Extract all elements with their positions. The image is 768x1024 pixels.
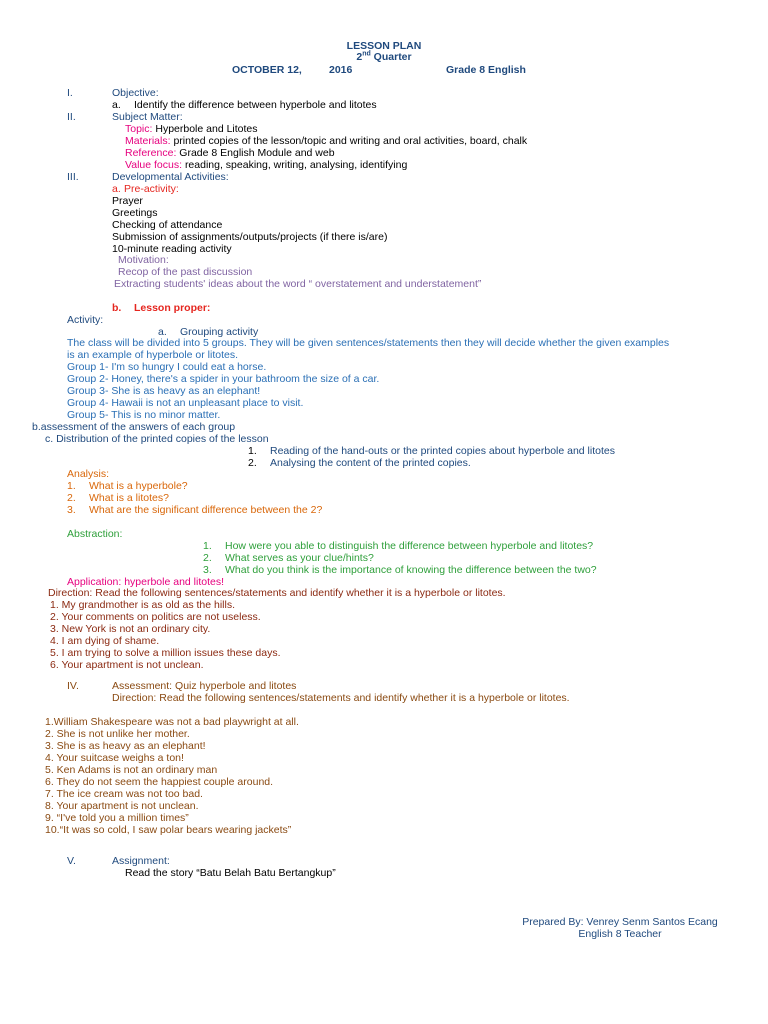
quiz-item: 6. They do not seem the happiest couple around. <box>45 776 274 788</box>
abstraction-num: 3. <box>203 564 212 576</box>
grade-label: Grade 8 English <box>446 64 526 76</box>
application-item: 5. I am trying to solve a million issues these days. <box>50 647 281 659</box>
lesson-proper-num: b. <box>112 302 122 314</box>
lesson-proper-label: Lesson proper: <box>134 302 211 314</box>
value-focus-line: Value focus: reading, speaking, writing, analysing, identifying <box>125 159 408 171</box>
analysis-num: 3. <box>67 504 76 516</box>
quiz-item: 2. She is not unlike her mother. <box>45 728 190 740</box>
application-item: 4. I am dying of shame. <box>50 635 160 647</box>
objective-a-num: a. <box>112 99 121 111</box>
analysis-num: 1. <box>67 480 76 492</box>
assessment-of-answers: b.assessment of the answers of each group <box>32 421 236 433</box>
abstraction-item: What serves as your clue/hints? <box>225 552 374 564</box>
quiz-item: 1.William Shakespeare was not a bad playwright at all. <box>45 716 299 728</box>
assessment-label: Assessment: Quiz hyperbole and litotes <box>112 680 297 692</box>
date-year: 2016 <box>329 64 353 76</box>
pre-item: 10-minute reading activity <box>112 243 232 255</box>
assignment-num: V. <box>67 855 76 867</box>
analysis-item: What is a litotes? <box>89 492 169 504</box>
reference-line: Reference: Grade 8 English Module and web <box>125 147 335 159</box>
quiz-item: 7. The ice cream was not too bad. <box>45 788 203 800</box>
document-title: LESSON PLAN <box>346 40 422 52</box>
motivation-item: Recop of the past discussion <box>118 266 253 278</box>
pre-item: Greetings <box>112 207 158 219</box>
abstraction-item: How were you able to distinguish the difference between hyperbole and litotes? <box>225 540 594 552</box>
distribution-num: 1. <box>248 445 257 457</box>
grouping-num: a. <box>158 326 167 338</box>
objective-num: I. <box>67 87 73 99</box>
application-label: Application: hyperbole and litotes! <box>67 576 225 588</box>
group-example: Group 3- She is as heavy as an elephant! <box>67 385 261 397</box>
pre-item: Prayer <box>112 195 143 207</box>
activity-label: Activity: <box>67 314 104 326</box>
activity-description: is an example of hyperbole or litotes. <box>67 349 239 361</box>
abstraction-num: 1. <box>203 540 212 552</box>
application-direction: Direction: Read the following sentences/statements and identify whether it is a hyperbole or litotes. <box>48 587 506 599</box>
grouping-label: Grouping activity <box>180 326 259 338</box>
subject-num: II. <box>67 111 76 123</box>
abstraction-item: What do you think is the importance of knowing the difference between the two? <box>225 564 597 576</box>
assignment-text: Read the story “Batu Belah Batu Bertangkup” <box>125 867 336 879</box>
developmental-label: Developmental Activities: <box>112 171 229 183</box>
analysis-label: Analysis: <box>67 468 110 480</box>
quiz-item: 5. Ken Adams is not an ordinary man <box>45 764 218 776</box>
teacher-role: English 8 Teacher <box>578 928 662 940</box>
quiz-item: 8. Your apartment is not unclean. <box>45 800 199 812</box>
distribution-num: 2. <box>248 457 257 469</box>
pre-activity-num: a. <box>112 183 121 195</box>
quarter-label: 2nd Quarter <box>356 50 412 63</box>
activity-description: The class will be divided into 5 groups. They will be given sentences/statements then they will decide whether the given examples <box>67 337 670 349</box>
developmental-num: III. <box>67 171 79 183</box>
quiz-item: 9. “I've told you a million times” <box>45 812 189 824</box>
objective-label: Objective: <box>112 87 159 99</box>
date-month: OCTOBER 12, <box>232 64 302 76</box>
distribution-item: Reading of the hand-outs or the printed copies about hyperbole and litotes <box>270 445 615 457</box>
application-item: 2. Your comments on politics are not useless. <box>50 611 261 623</box>
application-item: 3. New York is not an ordinary city. <box>50 623 211 635</box>
group-example: Group 2- Honey, there's a spider in your bathroom the size of a car. <box>67 373 380 385</box>
abstraction-label: Abstraction: <box>67 528 123 540</box>
distribution-label: c. Distribution of the printed copies of the lesson <box>45 433 269 445</box>
prepared-by: Prepared By: Venrey Senm Santos Ecang <box>522 916 718 928</box>
abstraction-num: 2. <box>203 552 212 564</box>
quiz-item: 3. She is as heavy as an elephant! <box>45 740 206 752</box>
analysis-num: 2. <box>67 492 76 504</box>
assessment-direction: Direction: Read the following sentences/statements and identify whether it is a hyperbole or litotes. <box>112 692 570 704</box>
analysis-item: What is a hyperbole? <box>89 480 188 492</box>
quiz-item: 4. Your suitcase weighs a ton! <box>45 752 184 764</box>
pre-item: Submission of assignments/outputs/projects (if there is/are) <box>112 231 388 243</box>
topic-line: Topic: Hyperbole and Litotes <box>125 123 258 135</box>
application-item: 6. Your apartment is not unclean. <box>50 659 204 671</box>
assignment-label: Assignment: <box>112 855 170 867</box>
motivation-label: Motivation: <box>118 254 169 266</box>
group-example: Group 5- This is no minor matter. <box>67 409 221 421</box>
objective-a-text: Identify the difference between hyperbole and litotes <box>134 99 377 111</box>
quiz-item: 10.“It was so cold, I saw polar bears wearing jackets” <box>45 824 292 836</box>
subject-label: Subject Matter: <box>112 111 183 123</box>
distribution-item: Analysing the content of the printed copies. <box>270 457 471 469</box>
analysis-item: What are the significant difference between the 2? <box>89 504 323 516</box>
application-item: 1. My grandmother is as old as the hills. <box>50 599 236 611</box>
group-example: Group 4- Hawaii is not an unpleasant place to visit. <box>67 397 304 409</box>
pre-item: Checking of attendance <box>112 219 223 231</box>
motivation-item: Extracting students' ideas about the word “ overstatement and understatement” <box>114 278 482 290</box>
assessment-num: IV. <box>67 680 79 692</box>
group-example: Group 1- I'm so hungry I could eat a horse. <box>67 361 267 373</box>
materials-line: Materials: printed copies of the lesson/topic and writing and oral activities, board, chalk <box>125 135 528 147</box>
pre-activity-label: Pre-activity: <box>124 183 179 195</box>
